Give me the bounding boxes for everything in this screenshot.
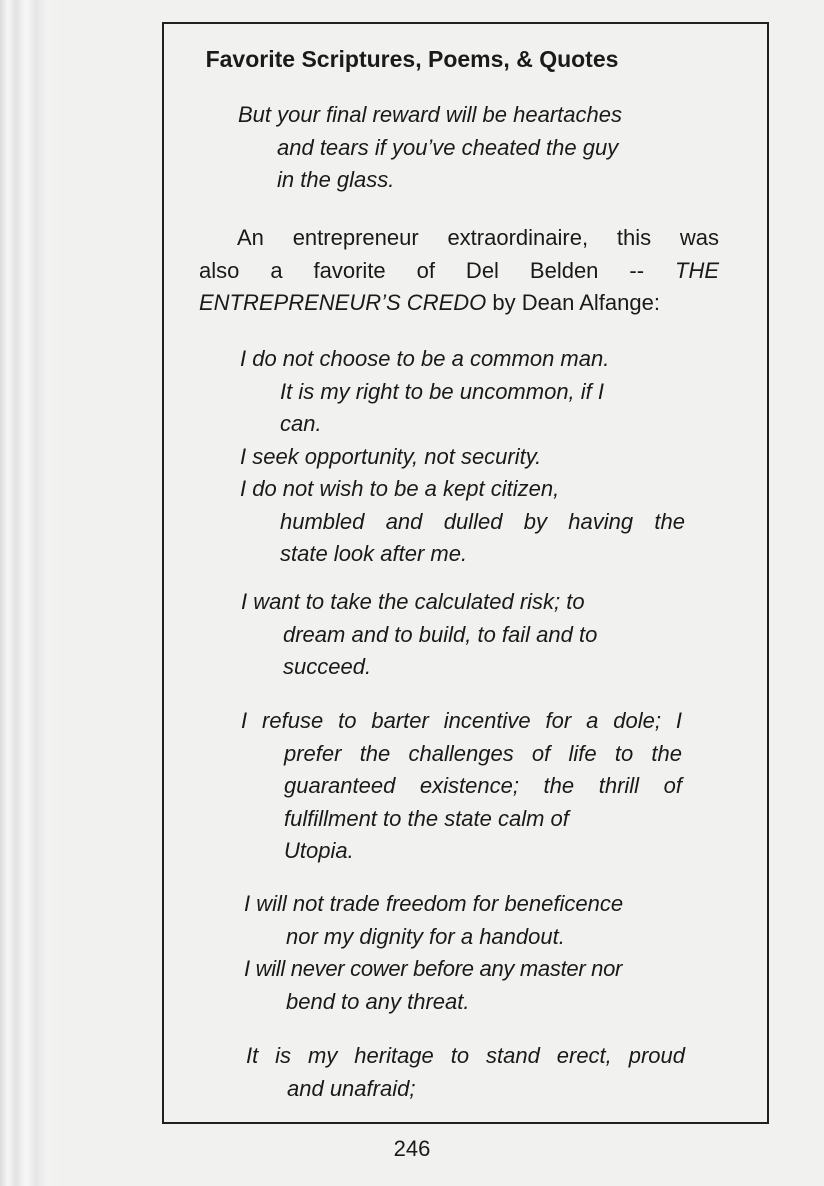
credo-line: I want to take the calculated risk; to [241,589,585,614]
credo-line: I will not trade freedom for beneficence [244,891,624,916]
intro-line [199,255,719,288]
credo-stanza-3 [241,705,682,868]
book-page-edge [0,0,60,1186]
credo-title-part: ENTREPRENEUR’S CREDO [199,290,487,315]
credo-line: and unafraid; [287,1075,416,1101]
credo-line: I do not choose to be a common man. [240,346,610,371]
poem-line: But your final reward will be heartaches [238,102,622,127]
credo-stanza-4 [244,888,623,1018]
intro-paragraph [199,222,719,320]
credo-line: I refuse to barter incentive for a dole; I [241,708,682,733]
intro-line [199,287,719,320]
credo-line: humbled and dulled by having the [280,508,685,534]
credo-line: I will never cower before any master nor [244,956,623,981]
page-title: Favorite Scriptures, Poems, & Quotes [205,46,619,72]
credo-line: can. [280,411,322,436]
poem-line: in the glass. [277,167,395,192]
credo-line: It is my heritage to stand erect, proud [246,1043,685,1068]
credo-line: I seek opportunity, not security. [240,443,542,469]
intro-text: also a favorite of Del Belden -- [199,257,675,283]
credo-line: It is my right to be uncommon, if I [280,378,605,404]
intro-line: An entrepreneur extraordinaire, this was [237,225,719,250]
credo-stanza-2 [241,586,597,684]
credo-author: by Dean Alfange: [486,290,660,315]
credo-stanza-5 [246,1040,685,1105]
credo-line: prefer the challenges of life to the [284,740,682,766]
page-number: 246 [393,1136,431,1161]
credo-line: succeed. [283,654,372,679]
credo-line: fulfillment to the state calm of [284,805,569,831]
credo-line: state look after me. [280,541,468,566]
credo-line: dream and to build, to fail and to [283,621,598,647]
credo-title-part: THE [675,257,719,283]
credo-line: guaranteed existence; the thrill of [284,773,682,798]
credo-line: I do not wish to be a kept citizen, [240,476,560,501]
credo-line: bend to any threat. [286,988,470,1014]
credo-line: nor my dignity for a handout. [286,923,565,949]
credo-line: Utopia. [284,838,354,863]
poem-line: and tears if you’ve cheated the guy [277,134,619,160]
credo-stanza-1 [240,343,685,571]
poem-ending [238,99,622,197]
